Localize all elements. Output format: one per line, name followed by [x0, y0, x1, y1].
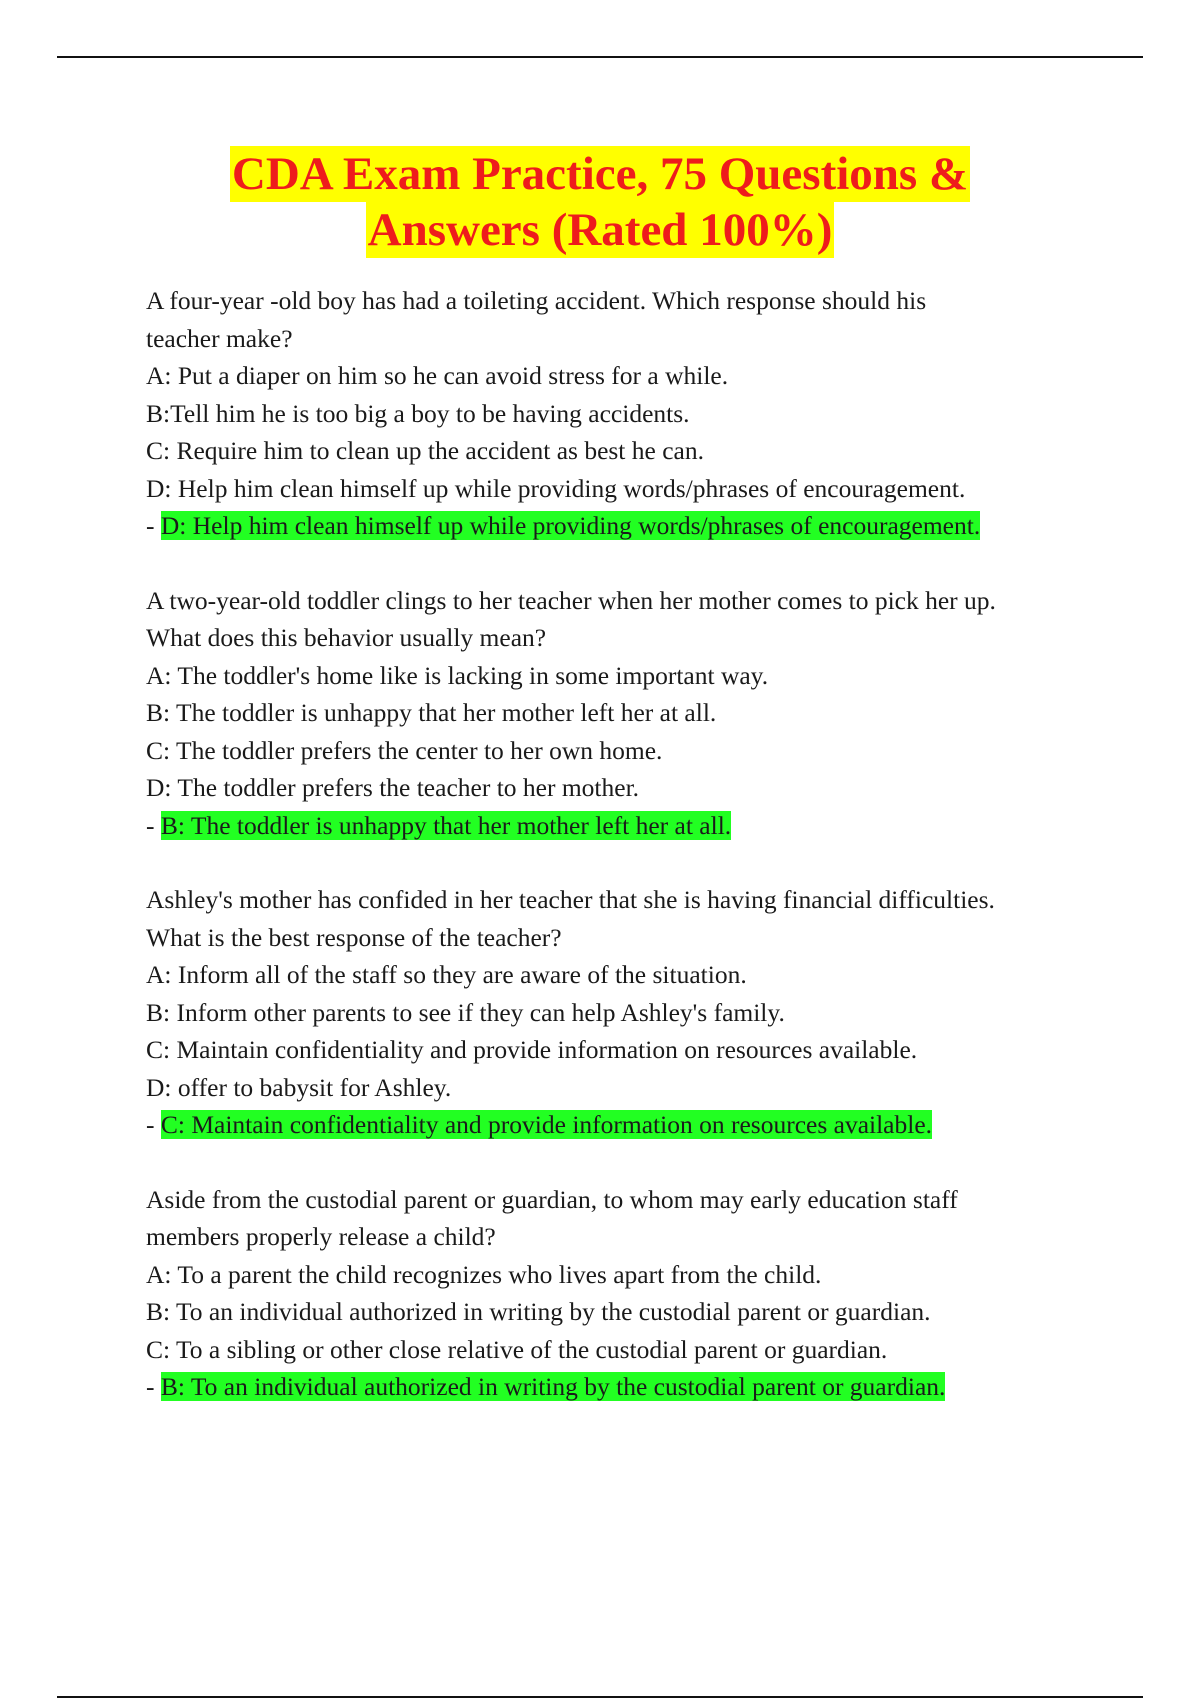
bottom-rule — [57, 1696, 1143, 1698]
option-b: B:Tell him he is too big a boy to be having accidents. — [146, 398, 690, 428]
question-text-line-1: A four-year -old boy has had a toileting accident. Which response should his — [146, 286, 927, 315]
answer-prefix: - — [146, 810, 161, 840]
option-c: C: Maintain confidentiality and provide information on resources available. — [146, 1035, 918, 1064]
question-text-line-1: Aside from the custodial parent or guardian, to whom may early education staff — [146, 1184, 958, 1214]
question-list — [146, 282, 1106, 1443]
option-d: D: offer to babysit for Ashley. — [146, 1072, 452, 1102]
question-text-line-2: members properly release a child? — [146, 1222, 496, 1251]
option-d: D: The toddler prefers the teacher to her mother. — [146, 773, 640, 802]
question-block-1 — [146, 282, 1106, 545]
option-c: C: The toddler prefers the center to her own home. — [146, 735, 663, 765]
answer-highlight: C: Maintain confidentiality and provide information on resources available. — [160, 1110, 933, 1139]
document-title — [0, 146, 1200, 258]
option-c: C: To a sibling or other close relative of the custodial parent or guardian. — [146, 1334, 888, 1364]
answer-prefix: - — [146, 511, 161, 540]
answer-highlight: B: To an individual authorized in writing by the custodial parent or guardian. — [160, 1372, 946, 1401]
option-d: D: Help him clean himself up while providing words/phrases of encouragement. — [146, 473, 966, 503]
title-line-2: Answers (Rated 100%) — [367, 204, 833, 256]
question-text-line-2: teacher make? — [146, 323, 293, 353]
question-block-2 — [146, 582, 1106, 845]
answer-line — [146, 807, 1106, 845]
option-b: B: Inform other parents to see if they can help Ashley's family. — [146, 997, 785, 1027]
option-a: A: The toddler's home like is lacking in some important way. — [146, 660, 769, 690]
question-text-line-2: What does this behavior usually mean? — [146, 623, 547, 652]
option-a: A: To a parent the child recognizes who lives apart from the child. — [146, 1259, 822, 1289]
title-line-1: CDA Exam Practice, 75 Questions & — [231, 148, 969, 200]
question-text-line-2: What is the best response of the teacher? — [146, 922, 562, 952]
answer-highlight: B: The toddler is unhappy that her mother left her at all. — [160, 810, 732, 840]
answer-line — [146, 1106, 1106, 1144]
answer-prefix: - — [146, 1372, 161, 1401]
top-rule — [57, 56, 1143, 58]
option-a: A: Put a diaper on him so he can avoid stress for a while. — [146, 361, 729, 390]
option-b: B: The toddler is unhappy that her mother left her at all. — [146, 698, 717, 727]
answer-line — [146, 507, 1106, 545]
question-text-line-1: A two-year-old toddler clings to her teacher when her mother comes to pick her up. — [146, 585, 996, 615]
question-block-3 — [146, 881, 1106, 1144]
option-b: B: To an individual authorized in writing by the custodial parent or guardian. — [146, 1297, 931, 1326]
option-c: C: Require him to clean up the accident as best he can. — [146, 436, 704, 465]
question-text-line-1: Ashley's mother has confided in her teacher that she is having financial difficulties. — [146, 885, 995, 914]
question-block-4 — [146, 1181, 1106, 1406]
answer-line — [146, 1368, 1106, 1406]
option-a: A: Inform all of the staff so they are aware of the situation. — [146, 960, 747, 989]
answer-prefix: - — [146, 1110, 161, 1139]
answer-highlight: D: Help him clean himself up while providing words/phrases of encouragement. — [160, 511, 981, 540]
